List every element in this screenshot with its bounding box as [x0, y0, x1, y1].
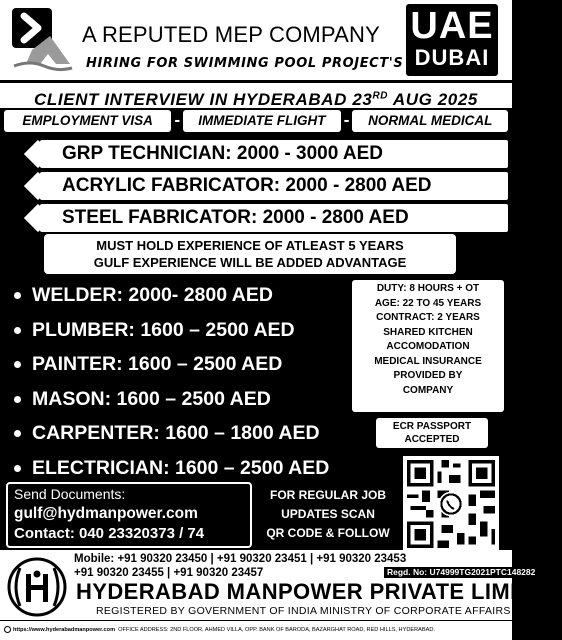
bullet-dot-icon [14, 465, 21, 472]
featured-trade-acrylic [40, 172, 508, 200]
diamond-bullet-icon [24, 204, 52, 232]
list-item [0, 347, 350, 382]
requirement-line: GULF EXPERIENCE WILL BE ADDED ADVANTAGE [93, 255, 407, 270]
trades-list [0, 278, 350, 485]
bullet-dot-icon [14, 396, 21, 403]
interview-banner [0, 80, 512, 108]
pill-normal-medical: NORMAL MEDICAL [352, 110, 508, 132]
interview-suffix: AUG 2025 [388, 89, 478, 109]
cta-line: UPDATES SCAN [281, 507, 375, 521]
list-item [0, 416, 350, 451]
website-link[interactable]: https://www.hyderabadmanpower.com [13, 627, 116, 633]
list-item [0, 382, 350, 417]
country-label: UAE [410, 5, 494, 47]
benefits-pills [4, 110, 508, 132]
company-name: A REPUTED MEP COMPANY [82, 22, 380, 47]
ecr-badge [376, 418, 488, 448]
mobile-numbers [74, 552, 406, 580]
pill-separator: - [174, 113, 181, 129]
trade-label: PAINTER: 1600 – 2500 AED [32, 353, 283, 375]
duty-line: DUTY: 8 HOURS + OT [376, 283, 480, 294]
trade-label: ELECTRICIAN: 1600 – 2500 AED [32, 456, 330, 479]
send-documents-box [6, 482, 252, 548]
contact-phone: Contact: 040 23320373 / 74 [14, 525, 205, 542]
pill-immediate-flight: IMMEDIATE FLIGHT [183, 110, 341, 132]
hiring-tagline: HIRING FOR SWIMMING POOL PROJECT'S [86, 56, 404, 71]
duty-line: CONTRACT: 2 YEARS [376, 312, 480, 323]
interview-prefix: CLIENT INTERVIEW IN HYDERABAD 23 [34, 89, 373, 109]
company-logo-icon [6, 556, 68, 618]
location-badge [406, 4, 498, 76]
list-item [0, 278, 350, 313]
diamond-bullet-icon [24, 172, 52, 200]
send-title: Send Documents: [14, 486, 126, 502]
requirements-box [44, 234, 456, 274]
bullet-dot-icon [14, 327, 21, 334]
bullet-dot-icon [14, 361, 21, 368]
brand-name: HYDERABAD MANPOWER PRIVATE LIMITED [76, 579, 562, 604]
featured-trade-label: GRP TECHNICIAN: 2000 - 3000 AED [62, 143, 383, 164]
pill-separator: - [343, 113, 350, 129]
bullet-dot-icon [14, 292, 21, 299]
interview-text [34, 90, 478, 109]
duty-line: SHARED KITCHEN [383, 326, 473, 338]
list-item [0, 451, 350, 486]
interview-sup: RD [372, 90, 389, 101]
featured-trade-label: ACRYLIC FABRICATOR: 2000 - 2800 AED [62, 175, 432, 196]
featured-trade-grp [40, 140, 508, 168]
registration-note: REGISTERED BY GOVERNMENT OF INDIA MINISTRY OF CORPORATE AFFAIRS [96, 605, 511, 617]
header [0, 0, 512, 80]
arrow-chevron-logo-icon [10, 6, 72, 76]
ecr-line: ACCEPTED [404, 434, 460, 445]
cta-line: QR CODE & FOLLOW [266, 526, 390, 540]
duty-line: ACCOMODATION [386, 341, 470, 352]
duty-details-box [352, 280, 504, 412]
duty-line: MEDICAL INSURANCE [374, 355, 482, 367]
qr-code-icon[interactable] [403, 456, 499, 552]
bullet-dot-icon [14, 430, 21, 437]
registration-number: Regd. No: U74999TG2021PTC148282 [384, 567, 538, 578]
trade-label: CARPENTER: 1600 – 1800 AED [32, 422, 320, 444]
ecr-line: ECR PASSPORT [392, 421, 472, 432]
duty-line: PROVIDED BY [393, 370, 463, 381]
pill-employment-visa: EMPLOYMENT VISA [4, 110, 171, 132]
email-link[interactable]: gulf@hydmanpower.com [14, 505, 198, 522]
featured-trade-label: STEEL FABRICATOR: 2000 - 2800 AED [62, 207, 409, 228]
trade-label: WELDER: 2000- 2800 AED [32, 284, 273, 306]
requirement-line: MUST HOLD EXPERIENCE OF ATLEAST 5 YEARS [96, 238, 404, 253]
list-item [0, 313, 350, 348]
trade-label: PLUMBER: 1600 – 2500 AED [32, 318, 295, 341]
duty-line: AGE: 22 TO 45 YEARS [374, 297, 482, 309]
city-label: DUBAI [414, 45, 490, 70]
globe-icon [4, 626, 11, 633]
office-address: OFFICE ADDRESS: 2ND FLOOR, AHMED VILLA, OPP. BANK OF BARODA, BAZARGHAT ROAD, RED HILLS, HYDERABAD. [118, 627, 435, 633]
mobile-line: +91 90320 23455 | +91 90320 23457 [74, 567, 264, 579]
address-bar [0, 620, 512, 640]
diamond-bullet-icon [24, 140, 52, 168]
footer [0, 550, 562, 640]
cta-line: FOR REGULAR JOB [269, 488, 386, 502]
regular-job-cta [258, 486, 398, 543]
mobile-line: Mobile: +91 90320 23450 | +91 90320 23451 | +91 90320 23453 [74, 553, 407, 565]
duty-line: COMPANY [402, 384, 454, 396]
featured-trade-steel [40, 204, 508, 232]
trade-label: MASON: 1600 – 2500 AED [32, 387, 271, 410]
